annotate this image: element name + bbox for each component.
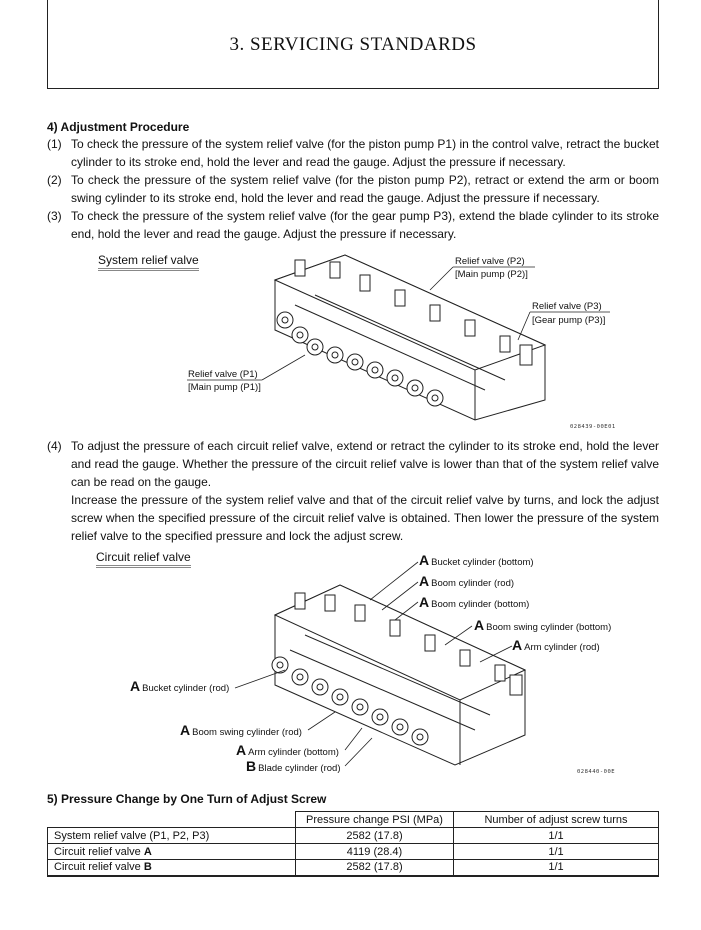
label-blade-cylinder-rod: B Blade cylinder (rod) bbox=[246, 758, 341, 774]
item-text-continued: Increase the pressure of the system relief valve and that of the circuit relief valve by turns, and lock the adjust screw when the specified pressure of the circuit relief valve is obtained. Then lower the pressure of the system relief valve to the specified pressure and lock the adjust screw. bbox=[71, 493, 659, 543]
item-number: (4) bbox=[47, 439, 62, 453]
table-row bbox=[48, 828, 659, 844]
row-label: System relief valve (P1, P2, P3) bbox=[48, 828, 296, 844]
figure-code-2: 028440-00E bbox=[577, 769, 616, 775]
label-bucket-cylinder-bottom: A Bucket cylinder (bottom) bbox=[419, 552, 534, 568]
table-header-pressure: Pressure change PSI (MPa) bbox=[296, 812, 454, 828]
label-main-pump-p1: [Main pump (P1)] bbox=[188, 382, 261, 393]
row-pressure: 2582 (17.8) bbox=[296, 860, 454, 876]
row-turns: 1/1 bbox=[454, 828, 659, 844]
row-turns: 1/1 bbox=[454, 860, 659, 876]
label-arm-cylinder-rod: A Arm cylinder (rod) bbox=[512, 637, 600, 653]
table-header-row bbox=[48, 812, 659, 828]
item-text: To check the pressure of the system relief valve (for the gear pump P3), extend the blade cylinder to its stroke end, hold the lever and read the gauge. Adjust the pressure if necessary. bbox=[71, 209, 659, 241]
table-row bbox=[48, 844, 659, 860]
label-relief-valve-p2: Relief valve (P2) bbox=[455, 256, 525, 267]
row-label: Circuit relief valve A bbox=[48, 844, 296, 860]
label-relief-valve-p3: Relief valve (P3) bbox=[532, 301, 602, 312]
figure-title-circuit-relief: Circuit relief valve bbox=[96, 550, 191, 568]
label-arm-cylinder-bottom: A Arm cylinder (bottom) bbox=[236, 742, 339, 758]
page-title: 3. SERVICING STANDARDS bbox=[229, 34, 477, 55]
pressure-change-table bbox=[47, 811, 659, 877]
item-number: (3) bbox=[47, 209, 62, 223]
row-turns: 1/1 bbox=[454, 844, 659, 860]
label-boom-swing-cylinder-bottom: A Boom swing cylinder (bottom) bbox=[474, 617, 612, 633]
item-text: To adjust the pressure of each circuit relief valve, extend or retract the cylinder to its stroke end, hold the lever and read the gauge. Whether the pressure of the circuit relief valve is lower than that of the system relief valve can be read on the gauge. bbox=[71, 439, 659, 489]
label-boom-cylinder-bottom: A Boom cylinder (bottom) bbox=[419, 594, 530, 610]
figure-code-1: 028439-00E01 bbox=[570, 424, 616, 430]
item-number: (1) bbox=[47, 137, 62, 151]
label-relief-valve-p1: Relief valve (P1) bbox=[188, 369, 258, 380]
label-gear-pump-p3: [Gear pump (P3)] bbox=[532, 315, 606, 326]
table-header-blank bbox=[48, 812, 296, 828]
row-pressure: 4119 (28.4) bbox=[296, 844, 454, 860]
label-bucket-cylinder-rod: A Bucket cylinder (rod) bbox=[130, 678, 230, 694]
table-row bbox=[48, 860, 659, 876]
label-main-pump-p2: [Main pump (P2)] bbox=[455, 269, 528, 280]
table-header-turns: Number of adjust screw turns bbox=[454, 812, 659, 828]
item-text: To check the pressure of the system relief valve (for the piston pump P1) in the control valve, retract the bucket cylinder to its stroke end, hold the lever and read the gauge. Adjust the pressure if necessary. bbox=[71, 137, 659, 169]
item-text: To check the pressure of the system relief valve (for the piston pump P2), retract or extend the arm or boom swing cylinder to its stroke end, hold the lever and read the gauge. Adjust the pressure if necessary. bbox=[71, 173, 659, 205]
label-boom-cylinder-rod: A Boom cylinder (rod) bbox=[419, 573, 515, 589]
figure-title-system-relief: System relief valve bbox=[98, 253, 199, 271]
row-pressure: 2582 (17.8) bbox=[296, 828, 454, 844]
row-label: Circuit relief valve B bbox=[48, 860, 296, 876]
item-number: (2) bbox=[47, 173, 62, 187]
label-boom-swing-cylinder-rod: A Boom swing cylinder (rod) bbox=[180, 722, 302, 738]
section-heading-adjustment: 4) Adjustment Procedure bbox=[47, 120, 190, 134]
section-heading-pressure-change: 5) Pressure Change by One Turn of Adjust Screw bbox=[47, 792, 327, 806]
